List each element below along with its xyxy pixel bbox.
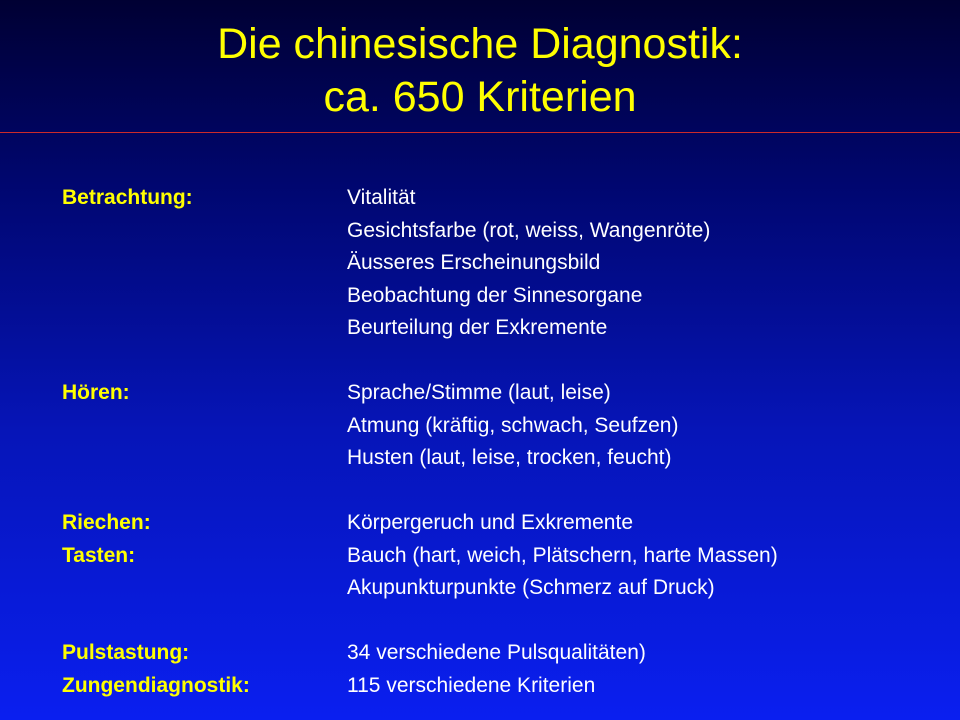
section-items-hoeren <box>347 377 942 475</box>
title-divider <box>0 132 960 133</box>
section-items-zungendiagnostik <box>347 670 942 703</box>
section-items-pulstastung <box>347 637 942 670</box>
criterion-item: Äusseres Erscheinungsbild <box>347 251 601 274</box>
criterion-item: Akupunkturpunkte (Schmerz auf Druck) <box>347 576 715 599</box>
section-items-tasten <box>347 540 942 605</box>
criterion-item: Gesichtsfarbe (rot, weiss, Wangenröte) <box>347 218 711 242</box>
slide-title <box>0 18 960 124</box>
criterion-item: 34 verschiedene Pulsqualitäten) <box>347 641 646 664</box>
criterion-item: 115 verschiedene Kriterien <box>347 673 596 697</box>
criterion-item: Beobachtung der Sinnesorgane <box>347 283 643 307</box>
criterion-item: Vitalität <box>347 186 416 209</box>
section-items-betrachtung <box>347 182 942 345</box>
section-label-pulstastung: Pulstastung: <box>62 641 190 664</box>
slide-title-line-1: Die chinesische Diagnostik: <box>217 20 743 68</box>
section-label-tasten: Tasten: <box>62 543 136 567</box>
section-label-betrachtung: Betrachtung: <box>62 186 193 209</box>
criterion-item: Sprache/Stimme (laut, leise) <box>347 381 611 404</box>
section-pulstastung <box>62 637 942 670</box>
section-items-riechen <box>347 507 942 540</box>
section-label-hoeren: Hören: <box>62 381 130 404</box>
section-hoeren <box>62 377 942 475</box>
criterion-item: Atmung (kräftig, schwach, Seufzen) <box>347 413 679 437</box>
criteria-list <box>62 182 942 702</box>
criterion-item: Beurteilung der Exkremente <box>347 316 608 339</box>
slide-title-line-2: ca. 650 Kriterien <box>323 73 637 121</box>
section-label-zungendiagnostik: Zungendiagnostik: <box>62 673 250 697</box>
section-zungendiagnostik <box>62 670 942 703</box>
section-label-riechen: Riechen: <box>62 511 151 534</box>
section-riechen <box>62 507 942 540</box>
criterion-item: Husten (laut, leise, trocken, feucht) <box>347 446 672 469</box>
section-tasten <box>62 540 942 605</box>
criterion-item: Bauch (hart, weich, Plätschern, harte Massen) <box>347 543 778 567</box>
criterion-item: Körpergeruch und Exkremente <box>347 511 633 534</box>
section-betrachtung <box>62 182 942 345</box>
